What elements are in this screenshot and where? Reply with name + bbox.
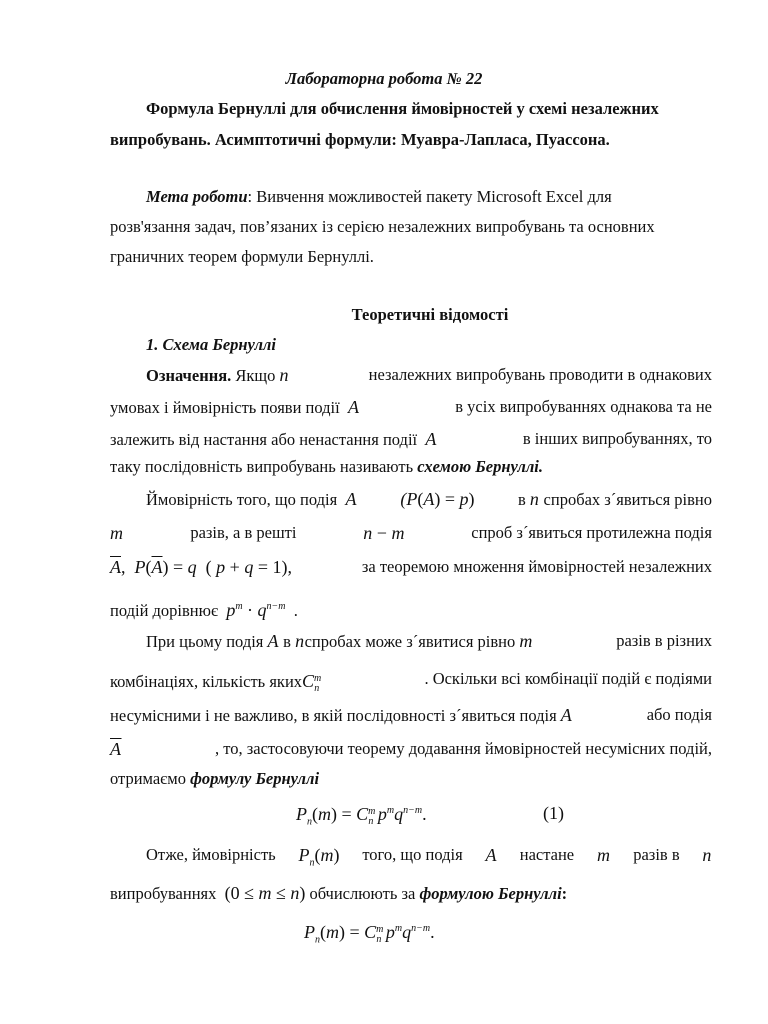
formula-pm-qnm: $p^m \cdot q^{n-m}$ — [226, 600, 286, 620]
equation-1-number: (1) — [543, 803, 564, 823]
prob-line-1: Ймовірність того, що подія A (P(A) = p) в n спробах з´явиться рівно — [146, 489, 712, 509]
definition-line-2: умовах і ймовірність появи події A в усіх випробуваннях однакова та не — [110, 397, 712, 417]
final-line-1: Отже, ймовірність $P_n(m)$ того, що подія A настане m разів в n — [146, 844, 712, 875]
term-bernoulli-scheme: схемою Бернуллі. — [417, 457, 544, 476]
prob-line-3: $\overline{A}$, $P(\overline{A}) = q$ ( p + q = 1), за теоремою множення ймовірностей незалежних — [110, 557, 712, 577]
comb-line-1: При цьому подія A в nспробах може з´явитися рівно m разів в різних — [146, 631, 712, 651]
lab-title: Лабораторна робота № 22 — [285, 69, 483, 88]
formula-n-minus-m: n − m — [363, 523, 405, 543]
formula-Cnm: $C^m_n$ — [302, 671, 322, 694]
formula-Pn-m: $P_n(m)$ — [298, 845, 340, 869]
term-bernoulli-formula: формулу Бернуллі — [190, 769, 320, 788]
goal-line-3: граничних теорем формули Бернуллі. — [110, 247, 374, 266]
goal-label: Мета роботи — [146, 187, 248, 206]
definition-line-1: Означення. Якщо n незалежних випробувань проводити в однакових — [146, 365, 712, 385]
definition-line-4: таку послідовність випробувань називають схемою Бернуллі. — [110, 457, 544, 476]
prob-line-4: подій дорівнює $p^m \cdot q^{n-m}$ . — [110, 600, 298, 620]
final-line-2: випробуваннях (0 ≤ m ≤ n) обчислюють за формулою Бернуллі: — [110, 883, 568, 903]
formula-P-A-eq-p: (P(A) = p) — [400, 489, 475, 509]
goal-line-2: розв'язання задач, пов’язаних із серією незалежних випробувань та основних — [110, 217, 655, 236]
definition-line-3: залежить від настання або ненастання події A в інших випробуваннях, то — [110, 429, 712, 449]
goal-line-1: Мета роботи: Вивчення можливостей пакету Microsoft Excel для — [146, 187, 612, 206]
topic-line-1: Формула Бернуллі для обчислення ймовірностей у схемі незалежних — [146, 99, 659, 118]
equation-2: $P_n(m) = C^m_n$ $p^mq^{n-m}$. — [304, 922, 435, 946]
term-bernoulli-formula-2: формулою Бернуллі — [419, 884, 562, 903]
definition-label: Означення. — [146, 366, 232, 385]
prob-line-2: m разів, а в решті n − m спроб з´явиться протилежна подія — [110, 523, 712, 543]
formula-range: (0 ≤ m ≤ n) — [224, 883, 306, 903]
formula-complement: $\overline{A}$, $P(\overline{A}) = q$ ( p + q = 1), — [110, 557, 292, 577]
comb-line-3: несумісними і не важливо, в якій послідовності з´явиться подія A або подія — [110, 705, 712, 725]
comb-line-4: $\overline{A}$ , то, застосовуючи теорему додавання ймовірностей несумісних подій, — [110, 739, 712, 759]
comb-line-5: отримаємо формулу Бернуллі — [110, 769, 320, 788]
math-A: A — [425, 429, 437, 449]
comb-line-2: комбінаціях, кількість якихC$^m_n$ . Оскільки всі комбінації подій є подіями — [110, 669, 712, 694]
math-n: n — [279, 365, 289, 385]
equation-1: $P_n(m) = C^m_n$ $p^mq^{n-m}$. — [296, 804, 427, 828]
math-A: A — [347, 397, 360, 417]
subsection-title: 1. Схема Бернуллі — [146, 335, 276, 354]
section-title: Теоретичні відомості — [351, 305, 509, 324]
topic-line-2: випробувань. Асимптотичні формули: Муавра-Лапласа, Пуассона. — [110, 130, 610, 149]
